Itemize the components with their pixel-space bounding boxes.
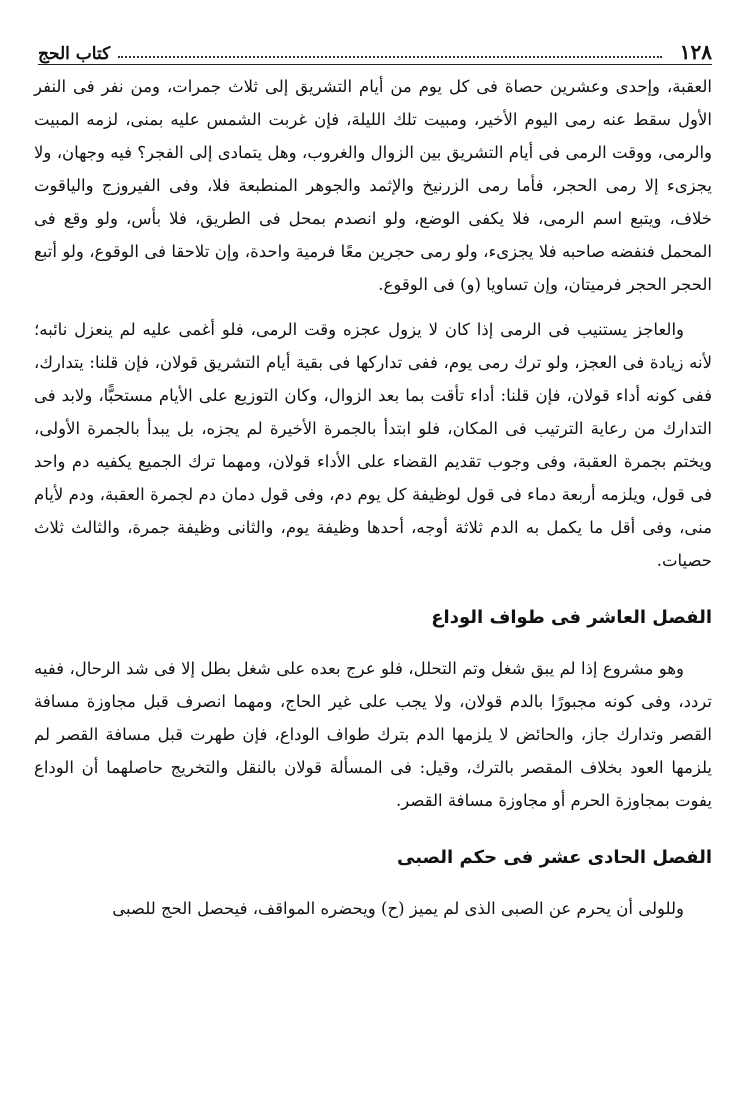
paragraph-jamarat: العقبة، وإحدى وعشرين حصاة فى كل يوم من أيام التشريق إلى ثلاث جمرات، ومن نفر فى النفر الأول سقط عنه رمى اليوم الأخير، ومبيت تلك الليلة، فإن غربت الشمس عليه بمنى، لزمه المبيت والرمى، ووقت الرمى فى أيام التشريق بين الزوال والغروب، وهل يتمادى إلى الفجر؟ فيه وجهان، ولا يجزىء إلا رمى الحجر، فأما رمى الزرنيخ والإثمد والجوهر المنطبعة فلا، وفى الفيروزج والياقوت خلاف، ويتبع اسم الرمى، فلا يكفى الوضع، ولو انصدم بمحل فى الطريق، فلا بأس، ولو وقع فى المحمل فنفضه صاحبه فلا يجزىء، ولو رمى حجرين معًا فرمية واحدة، وإن تلاحقا فى الوقوع، ولو أتبع الحجر الحجر فرميتان، وإن تساويا (و) فى الوقوع.	[34, 77, 712, 294]
page-header	[38, 36, 712, 65]
paragraph-farewell-tawaf-text: وهو مشروع إذا لم يبق شغل وتم التحلل، فلو عرج بعده على شغل بطل إلا فى شد الرحال، ففيه تردد، وفى كونه مجبورًا بالدم قولان، ولا يجب على غير الحاج، ومهما انصرف قبل مجاوزة مسافة القصر وتدارك جاز، والحائض لا يلزمها الدم بترك طواف الوداع، فإن طهرت قبل مسافة القصر لم يلزمها العود بخلاف المقصر بالترك، وقيل: فى المسألة قولان بالنقل والتخريج حاصلهما أن الوداع يفوت بمجاوزة الحرم أو مجاوزة مسافة القصر.	[34, 659, 712, 810]
paragraph-disabled-person	[34, 313, 712, 577]
book-title: كتاب الحج	[38, 44, 111, 64]
page-number: ١٢٨	[679, 40, 712, 64]
body-text	[34, 70, 712, 925]
section-heading-farewell-tawaf: الفصل العاشر فى طواف الوداع	[431, 607, 712, 628]
paragraph-farewell-tawaf	[34, 652, 712, 817]
paragraph-child-ruling	[34, 892, 712, 925]
section-heading-child-ruling: الفصل الحادى عشر فى حكم الصبى	[397, 847, 712, 868]
paragraph-child-ruling-text: وللولى أن يحرم عن الصبى الذى لم يميز (ح) ويحضره المواقف، فيحصل الحج للصبى	[112, 899, 684, 918]
paragraph-gap	[34, 301, 712, 313]
paragraph-disabled-person-text: والعاجز يستنيب فى الرمى إذا كان لا يزول عجزه وقت الرمى، فلو أغمى عليه لم ينعزل نائبه؛ لأنه زيادة فى العجز، ولو ترك رمى يوم، ففى تداركها فى بقية أيام التشريق قولان، فإن قلنا: يتدارك، ففى كونه أداء قولان، فإن قلنا: أداء تأقت بما بعد الزوال، وكان التوزيع على الأيام مستحبًّا، ولابد فى التدارك من رعاية الترتيب فى المكان، فلو ابتدأ بالجمرة الأخيرة لم يجزه، بل يبدأ بالجمرة الأولى، ويختم بجمرة العقبة، وفى وجوب تقديم القضاء على الأداء قولان، ومهما ترك الجميع يكفيه دم واحد فى قول، ويلزمه أربعة دماء فى قول لوظيفة كل يوم دم، وفى قول دمان دم لجمرة العقبة، ودم لأيام منى، وفى أقل ما يكمل به الدم ثلاثة أوجه، أحدها وظيفة يوم، والثانى وظيفة جمرة، والثالث ثلاث حصيات.	[34, 320, 712, 570]
header-leader-dots	[118, 56, 662, 58]
